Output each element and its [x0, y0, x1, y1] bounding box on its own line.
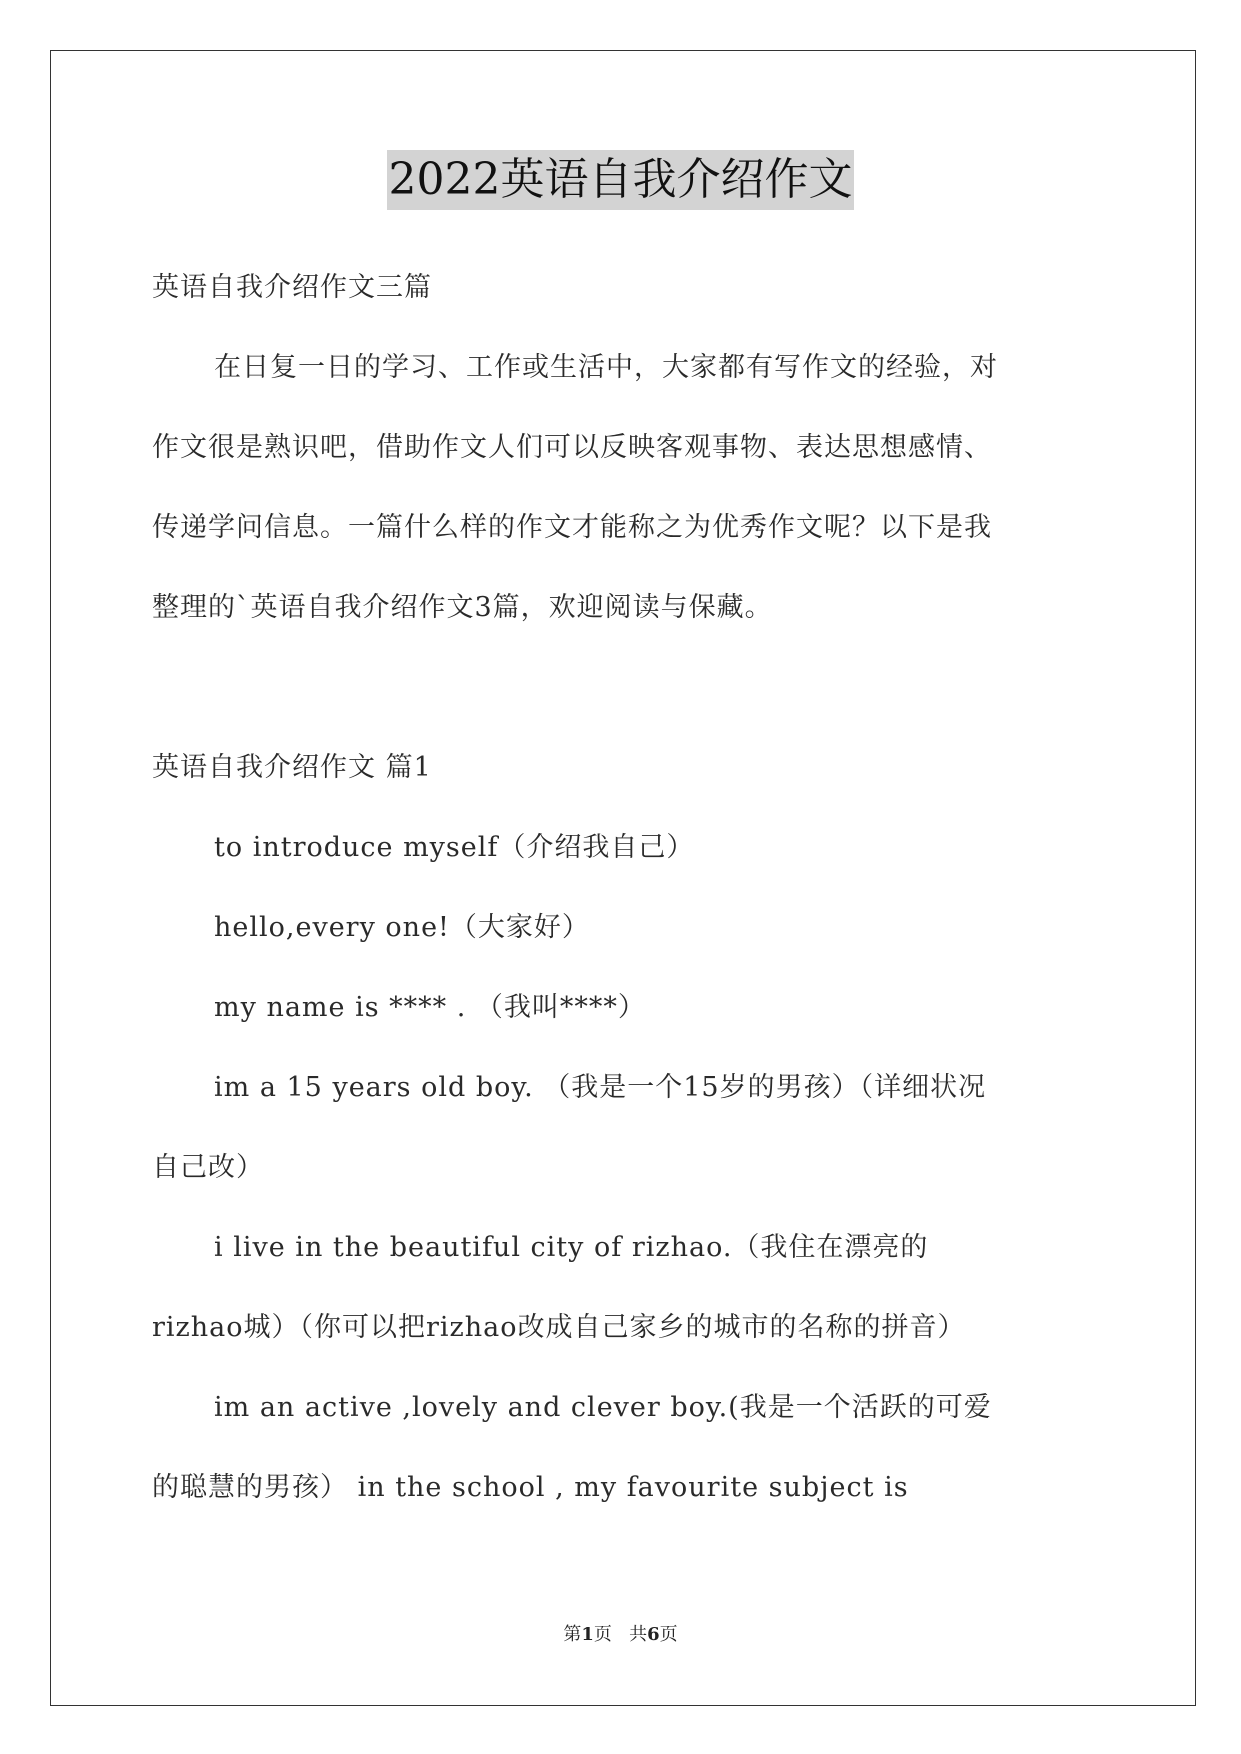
intro-paragraph — [152, 328, 1092, 648]
body-line: im an active ,lovely and clever boy.(我是一个活跃的可爱 — [214, 1392, 992, 1423]
section-heading-block — [152, 728, 1092, 808]
footer-suffix: 页 — [659, 1624, 678, 1645]
body-line: to introduce myself（介绍我自己） — [214, 832, 695, 863]
body-line: rizhao城）（你可以把rizhao改成自己家乡的城市的名称的拼音） — [152, 1312, 966, 1343]
body-line: hello,every one!（大家好） — [214, 912, 590, 943]
page-footer — [0, 1620, 1241, 1646]
body-line: my name is **** . （我叫****） — [214, 992, 646, 1023]
document-title: 2022英语自我介绍作文 — [387, 150, 855, 210]
title-block — [0, 150, 1241, 210]
intro-line: 作文很是熟识吧，借助作文人们可以反映客观事物、表达思想感情、 — [152, 432, 992, 463]
body-line: im a 15 years old boy. （我是一个15岁的男孩）（详细状况 — [214, 1072, 987, 1103]
body-line: 的聪慧的男孩） in the school , my favourite subject is — [152, 1472, 909, 1503]
footer-prefix: 第 — [563, 1624, 582, 1645]
intro-line: 传递学问信息。一篇什么样的作文才能称之为优秀作文呢？以下是我 — [152, 512, 992, 543]
subtitle-block — [152, 248, 1092, 328]
footer-total-pages: 6 — [647, 1624, 660, 1645]
body-line: i live in the beautiful city of rizhao.（我住在漂亮的 — [214, 1232, 929, 1263]
intro-line: 整理的`英语自我介绍作文3篇，欢迎阅读与保藏。 — [152, 592, 773, 623]
document-subtitle: 英语自我介绍作文三篇 — [152, 272, 432, 303]
body-line: 自己改） — [152, 1152, 264, 1183]
section-heading: 英语自我介绍作文 篇1 — [152, 752, 432, 783]
footer-page-number: 1 — [581, 1624, 594, 1645]
footer-mid: 页 共 — [593, 1624, 648, 1645]
body-text — [152, 808, 1092, 1528]
intro-line: 在日复一日的学习、工作或生活中，大家都有写作文的经验，对 — [214, 352, 998, 383]
